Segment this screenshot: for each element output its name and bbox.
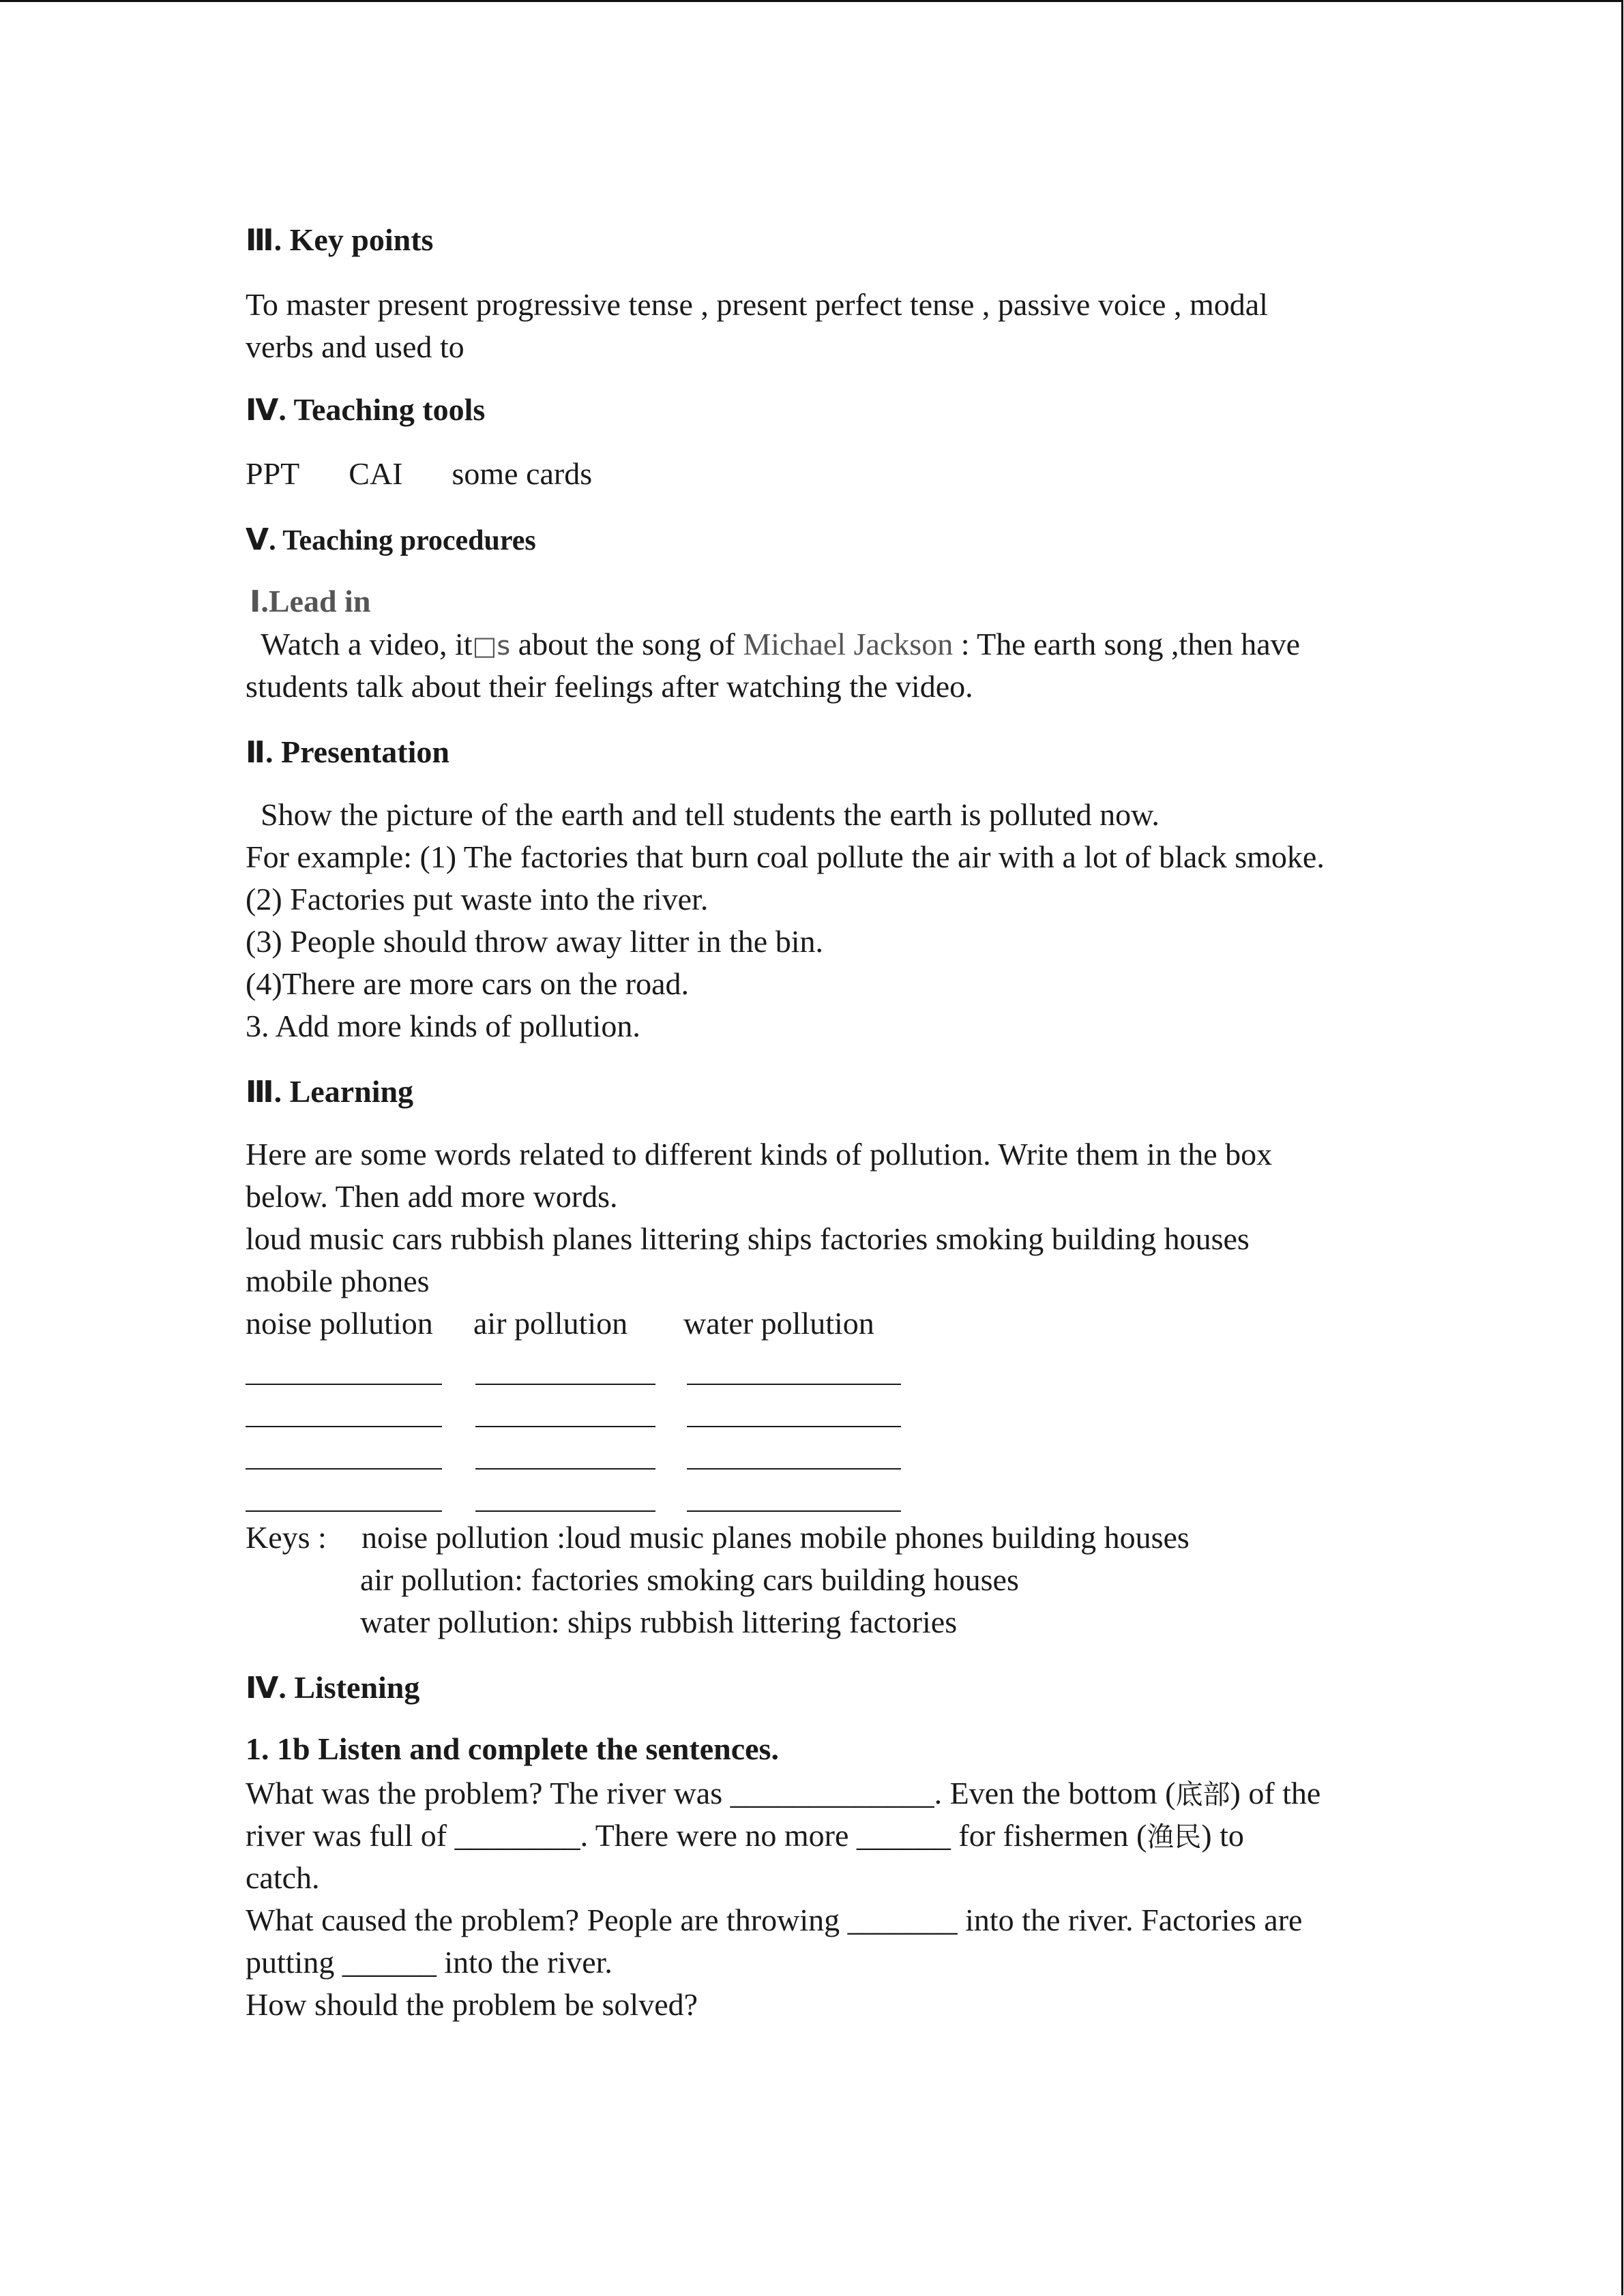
water-answer-blank[interactable] bbox=[687, 1384, 901, 1385]
learning-intro-line1: Here are some words related to different kinds of pollution. Write them in the box bbox=[246, 1137, 1273, 1172]
teaching-procedures-heading: Ⅴ. Teaching procedures bbox=[246, 522, 536, 557]
noise-pollution-header: noise pollution bbox=[246, 1306, 433, 1341]
key-air: air pollution: factories smoking cars building houses bbox=[360, 1562, 1019, 1597]
key-points-text-line1: To master present progressive tense , present perfect tense , passive voice , modal bbox=[246, 287, 1268, 322]
key-noise: noise pollution :loud music planes mobile phones building houses bbox=[361, 1520, 1190, 1555]
water-answer-blank[interactable] bbox=[687, 1510, 901, 1512]
word-bank-line2: mobile phones bbox=[246, 1264, 430, 1298]
presentation-line: (2) Factories put waste into the river. bbox=[246, 882, 709, 916]
noise-answer-blank[interactable] bbox=[246, 1384, 442, 1385]
fishermen-chinese-gloss: 渔民 bbox=[1147, 1821, 1202, 1853]
teaching-tools-heading: Ⅳ. Teaching tools bbox=[246, 392, 486, 428]
presentation-line: (4)There are more cars on the road. bbox=[246, 966, 690, 1001]
question-1-line1: What was the problem? The river was _____________. Even the bottom (底部) of the bbox=[246, 1776, 1321, 1810]
water-pollution-header: water pollution bbox=[683, 1306, 874, 1341]
michael-jackson-name: Michael Jackson bbox=[743, 627, 954, 661]
presentation-line: 3. Add more kinds of pollution. bbox=[246, 1009, 640, 1043]
air-answer-blank[interactable] bbox=[475, 1384, 655, 1385]
listening-task-title: 1. 1b Listen and complete the sentences. bbox=[246, 1731, 779, 1766]
question-1-line2: river was full of ________. There were no more ______ for fishermen (渔民) to bbox=[246, 1818, 1244, 1853]
question-2-line2: putting ______ into the river. bbox=[246, 1945, 612, 1980]
lead-in-heading: Ⅰ.Lead in bbox=[250, 584, 371, 619]
presentation-line: For example: (1) The factories that burn coal pollute the air with a lot of black smoke. bbox=[246, 839, 1325, 874]
air-answer-blank[interactable] bbox=[475, 1510, 655, 1512]
lead-in-line1: Watch a video, it□s about the song of Michael Jackson : The earth song ,then have bbox=[261, 627, 1301, 661]
presentation-heading: Ⅱ. Presentation bbox=[246, 734, 449, 770]
keys-label: Keys : bbox=[246, 1520, 327, 1555]
key-water: water pollution: ships rubbish littering factories bbox=[360, 1605, 958, 1639]
question-3: How should the problem be solved? bbox=[246, 1987, 698, 2022]
tool-ppt: PPT bbox=[246, 456, 300, 491]
presentation-line: Show the picture of the earth and tell students the earth is polluted now. bbox=[261, 797, 1160, 832]
teaching-tools-list bbox=[246, 453, 592, 495]
noise-answer-blank[interactable] bbox=[246, 1468, 442, 1470]
learning-heading: Ⅲ. Learning bbox=[246, 1074, 414, 1109]
roman-numeral: Ⅲ bbox=[246, 223, 274, 258]
lead-in-line2: students talk about their feelings after watching the video. bbox=[246, 669, 973, 704]
noise-answer-blank[interactable] bbox=[246, 1510, 442, 1512]
noise-answer-blank[interactable] bbox=[246, 1426, 442, 1427]
air-answer-blank[interactable] bbox=[475, 1468, 655, 1470]
tool-cai: CAI bbox=[349, 456, 403, 491]
tool-cards: some cards bbox=[452, 456, 593, 491]
key-points-text-line2: verbs and used to bbox=[246, 329, 464, 364]
water-answer-blank[interactable] bbox=[687, 1426, 901, 1427]
bottom-chinese-gloss: 底部 bbox=[1175, 1779, 1230, 1810]
learning-intro-line2: below. Then add more words. bbox=[246, 1179, 618, 1214]
presentation-line: (3) People should throw away litter in the bin. bbox=[246, 924, 824, 959]
missing-glyph: □s bbox=[472, 631, 511, 661]
air-pollution-header: air pollution bbox=[473, 1306, 628, 1341]
listening-heading: Ⅳ. Listening bbox=[246, 1670, 420, 1705]
question-1-line3: catch. bbox=[246, 1860, 320, 1895]
water-answer-blank[interactable] bbox=[687, 1468, 901, 1470]
key-points-heading: Ⅲ. Key points bbox=[246, 222, 434, 258]
question-2-line1: What caused the problem? People are throwing _______ into the river. Factories are bbox=[246, 1903, 1303, 1937]
word-bank-line1: loud music cars rubbish planes littering ships factories smoking building houses bbox=[246, 1221, 1250, 1256]
air-answer-blank[interactable] bbox=[475, 1426, 655, 1427]
